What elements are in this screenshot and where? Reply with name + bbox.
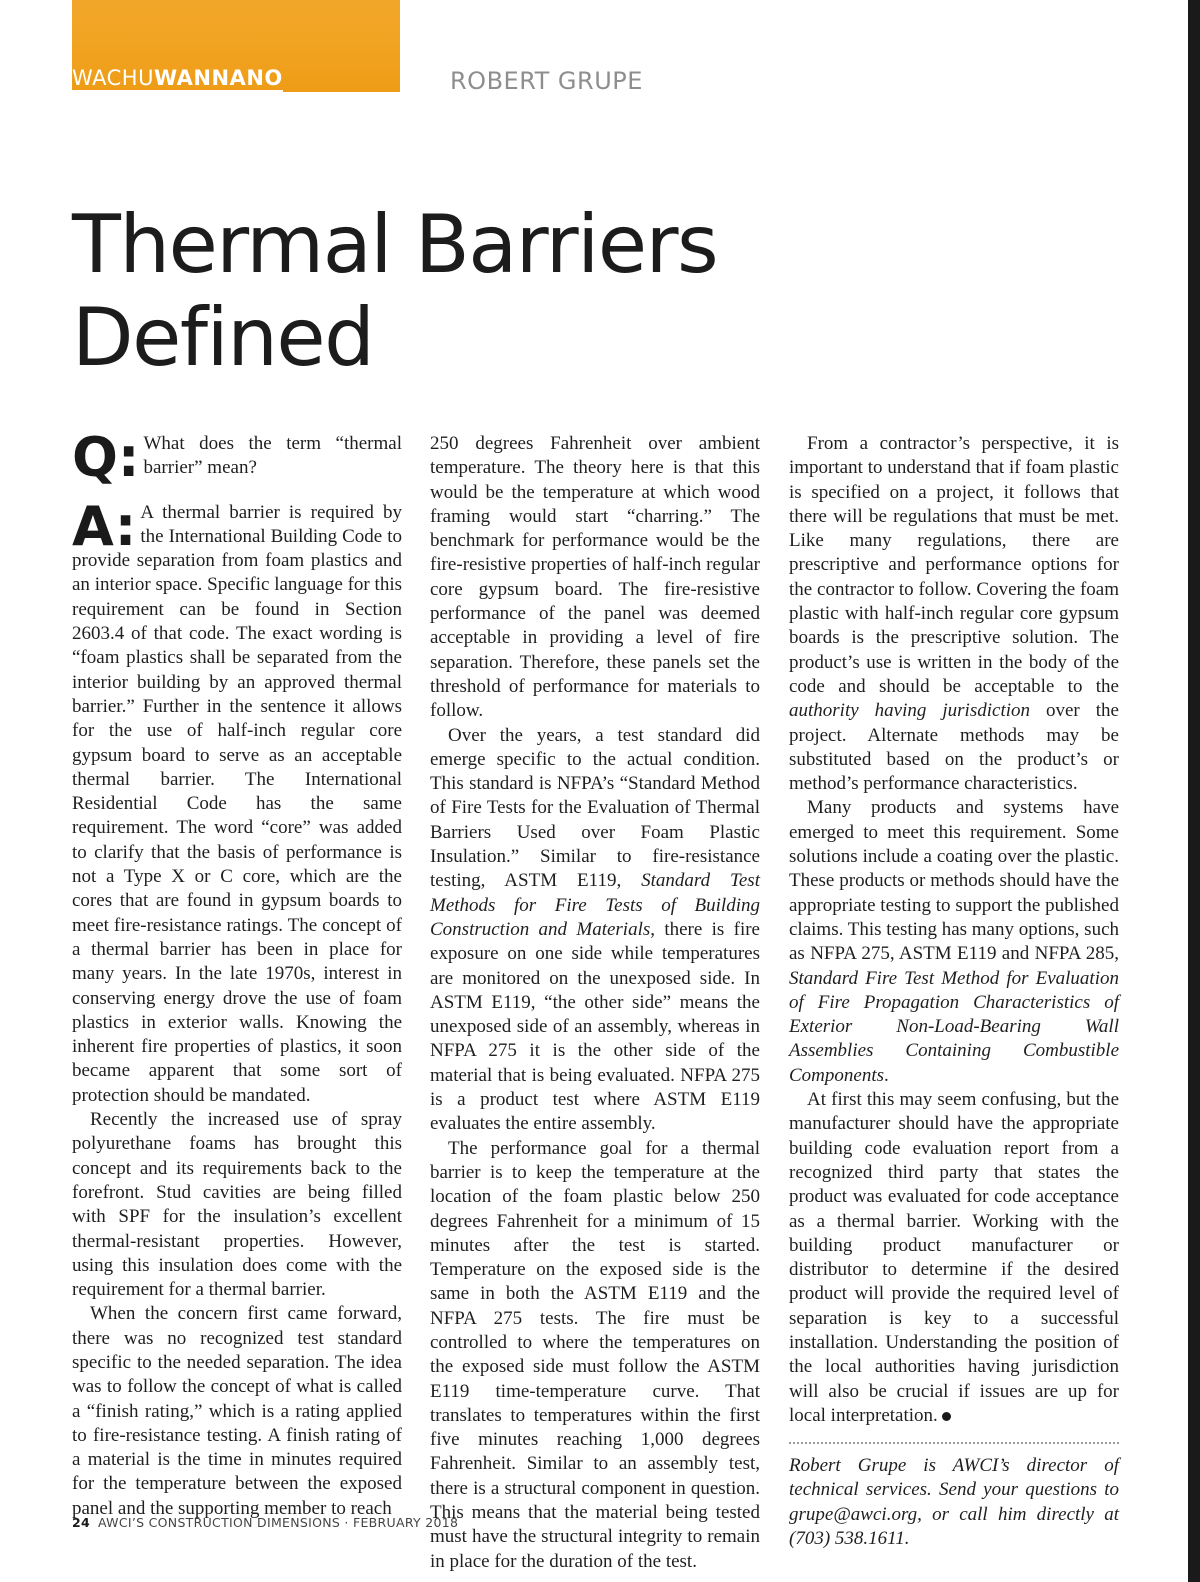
column-2	[430, 432, 760, 1574]
question-block	[72, 426, 402, 489]
paragraph: The performance goal for a thermal barrier is to keep the temperature at the location of the foam plastic below 250 degrees Fahrenheit for a minimum of 15 minutes after the test is started. Temperature on the exposed side is the same in both the ASTM E119 and the NFPA 275 tests. The fire must be controlled to where the temperatures on the exposed side must follow the ASTM E119 time-temperature curve. That translates to temperatures within the first five minutes reaching 1,000 degrees Fahrenheit. Similar to an assembly test, there is a structural component in question. This means that the material being tested must have the structural integrity to remain in place for the duration of the test.	[430, 1137, 760, 1572]
answer-letter: A:	[72, 494, 137, 558]
paragraph	[430, 724, 760, 1137]
publication-line: AWCI’S CONSTRUCTION DIMENSIONS · FEBRUARY 2018	[98, 1515, 459, 1530]
title-line-1: Thermal Barriers	[72, 198, 718, 291]
column-tag-light: WACHU	[72, 66, 154, 90]
text-run: Over the years, a test standard did emerge specific to the actual condition. This standard is NFPA’s “Standard Method of Fire Tests for the Evaluation of Thermal Barriers Used over Foam Plastic Insulation.” Similar to fire-resistance testing, ASTM E119,	[430, 724, 760, 892]
author-name: ROBERT GRUPE	[450, 67, 643, 95]
standard-title: Standard Test Methods for Fire Tests of Building Construction and Materials	[430, 870, 760, 940]
page-footer	[72, 1515, 458, 1530]
page-edge-bar	[1188, 0, 1200, 1582]
text-run: At first this may seem confusing, but the manufacturer should have the appropriate building code evaluation report from a recognized third party that states the product was evaluated for code acceptance as a thermal barrier. Working with the building product manufacturer or distributor to determine if the desired product will provide the required level of separation is key to a successful installation. Understanding the position of the local authorities having jurisdiction will also be crucial if issues are up for local interpretation.	[789, 1089, 1119, 1426]
paragraph	[789, 796, 1119, 1088]
paragraph: 250 degrees Fahrenheit over ambient temperature. The theory here is that this would be the temperature at which wood framing would start “charring.” The benchmark for performance would be the fire-resistive properties of half-inch regular core gypsum board. The fire-resistive performance of the panel was deemed acceptable in providing a level of fire separation. Therefore, these panels set the threshold of performance for materials to follow.	[430, 433, 760, 722]
end-mark-icon	[942, 1412, 951, 1421]
column-tag-bold: WANNANO	[153, 66, 283, 90]
paragraph: Recently the increased use of spray polyurethane foams has brought this concept and its requirements back to the forefront. Stud cavities are being filled with SPF for the insulation’s excellent thermal-resistant properties. However, using this insulation does come with the requirement for a thermal barrier.	[72, 1109, 402, 1301]
standard-title: Standard Fire Test Method for Evaluation of Fire Propagation Characteristics of Exterior Non-Load-Bearing Wall Assemblies Containing Combustible Components	[789, 967, 1119, 1086]
column-1	[72, 426, 402, 1521]
answer-paragraph: A thermal barrier is required by the International Building Code to provide separation from foam plastics and an interior space. Specific language for this requirement can be found in Section 2603.4 of that code. The exact wording is “foam plastics shall be separated from the interior building by an approved thermal barrier.” Further in the sentence it allows for the use of half-inch regular core gypsum board to serve as an acceptable thermal barrier. The International Residential Code has the same requirement. The word “core” was added to clarify that the basis of performance is not a Type X or C core, which are the cores that are found in gypsum boards to meet fire-resistance ratings. The concept of a thermal barrier has been in place for many years. In the late 1970s, interest in conserving energy drove the use of foam plastics in exterior walls. Knowing the inherent fire properties of plastics, it soon became apparent that some sort of protection should be mandated.	[72, 501, 402, 1106]
answer-block	[72, 494, 402, 1108]
column-tag	[72, 66, 283, 92]
text-run: over the project. Alternate methods may be substituted based on the product’s or method’s performance characteristics.	[789, 700, 1119, 795]
text-run: .	[884, 1064, 889, 1086]
column-3	[789, 432, 1119, 1551]
text-run: Many products and systems have emerged to meet this requirement. Some solutions include a coating over the plastic. These products or methods should have the appropriate testing to support the published claims. This testing has many options, such as NFPA 275, ASTM E119 and NFPA 285,	[789, 797, 1120, 965]
article-title	[72, 198, 772, 384]
title-line-2: Defined	[72, 291, 374, 384]
paragraph: When the concern first came forward, there was no recognized test standard specific to the needed separation. The idea was to follow the concept of what is called a “finish rating,” which is a rating applied to fire-resistance testing. A finish rating of a material is the time in minutes required for the temperature between the exposed panel and the supporting member to reach	[72, 1303, 402, 1519]
emphasis-term: authority having jurisdiction	[789, 700, 1030, 722]
author-bio: Robert Grupe is AWCI’s director of technical services. Send your questions to grupe@awci.org, or call him directly at (703) 538.1611.	[789, 1455, 1119, 1550]
text-run: From a contractor’s perspective, it is important to understand that if foam plastic is specified on a project, it follows that there will be regulations that must be met. Like many regulations, there are prescriptive and performance options for the contractor to follow. Covering the foam plastic with half-inch regular core gypsum boards is the prescriptive solution. The product’s use is written in the body of the code and should be acceptable to the	[789, 433, 1119, 697]
question-text: What does the term “thermal barrier” mean?	[143, 433, 402, 479]
paragraph	[789, 432, 1119, 796]
question-letter: Q:	[72, 426, 140, 489]
text-run: , there is fire exposure on one side while temperatures are monitored on the unexposed side. In ASTM E119, “the other side” means the unexposed side of an assembly, whereas in NFPA 275 it is the other side of the material that is being evaluated. NFPA 275 is a product test where ASTM E119 evaluates the entire assembly.	[430, 918, 760, 1135]
paragraph	[789, 1088, 1119, 1428]
page-number: 24	[72, 1515, 90, 1530]
bio-divider	[789, 1442, 1119, 1444]
